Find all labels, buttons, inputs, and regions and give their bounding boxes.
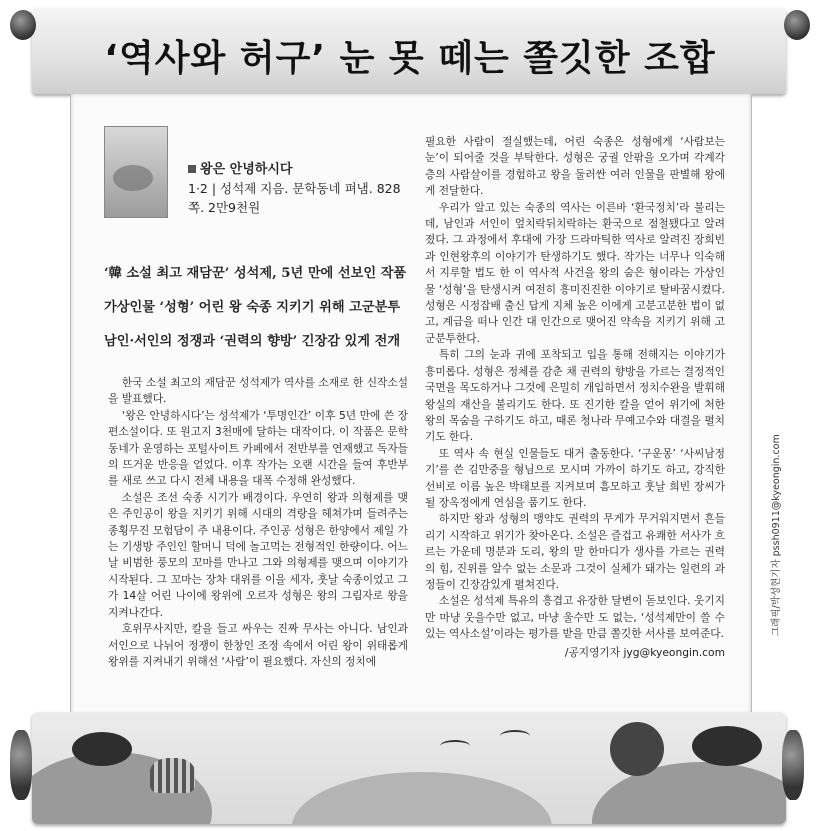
crane-illustration	[500, 730, 530, 742]
paragraph: 또 역사 속 현실 인물들도 대거 출동한다. ‘구운몽’ ‘사씨남정기’를 쓴 김만중을 형님으로 모시며 가까이 하기도 하고, 강직한 선비로 이름 높은 박태보를 지켜보며 흠모하고 훗날 희빈 장씨가 될 장옥정에게 연심을 품기도 한다.	[425, 446, 725, 509]
hill-shape	[292, 772, 552, 824]
paragraph: 필요한 사람이 절실했는데, 어린 숙종은 성형에게 ‘사람보는 눈’이 되어줄 것을 부탁한다. 성형은 궁궐 안팎을 오가며 각계각층의 사람살이를 경험하고 왕을 둘러싼 여러 인물을 판별해 왕에게 전달한다.	[425, 135, 725, 198]
graphic-credit: 그래픽/박성현기자 pssh0911@kyeongin.com	[771, 434, 782, 636]
book-title	[188, 160, 403, 179]
byline: /공지영기자 jyg@kyeongin.com	[564, 645, 725, 659]
paragraph: ‘왕은 안녕하시다’는 성석제가 ‘투명인간’ 이후 5년 만에 쓴 장편소설이다. 또 원고지 3천매에 달하는 대작이다. 이 작품은 문학동네가 운영하는 포털사이트 카페에서 전반부를 연재했고 독자들의 뜨거운 반응을 얻었다. 이후 작가는 오랜 시간을 들여 후반부를 새로 쓰고 다시 전체 내용을 대폭 수정해 완성했다.	[108, 408, 408, 488]
scroll-knob-bottom-right	[782, 730, 804, 800]
paragraph: 하지만 왕과 성형의 맹약도 권력의 무게가 무거워지면서 흔들리기 시작하고 위기가 찾아온다. 소설은 즐겁고 유쾌한 서사가 흐르는 가운데 명분과 도리, 왕의 말 한마디가 생사를 가르는 권력의 힘, 진위를 알수 없는 소문과 그것이 실체가 돼가는 일련의 과정들이 긴장감있게 펼쳐진다.	[425, 512, 725, 591]
book-title-text: 왕은 안녕하시다	[200, 162, 293, 177]
paragraph: 소설은 성석제 특유의 흥겹고 유장한 달변이 돋보인다. 웃기지만 마냥 웃을수만 없고, 마냥 울수만 도 없는, ‘성석제만이 쓸 수 있는 역사소설’이라는 평가를 받을 만큼 쫄깃한 서사를 보여준다.	[425, 594, 725, 641]
article-column-left	[108, 375, 408, 670]
paragraph: 특히 그의 눈과 귀에 포착되고 입을 통해 전해지는 이야기가 흥미롭다. 성형은 정체를 감춘 채 권력의 향방을 가르는 결정적인 국면을 목도하거나 그것에 은밀히 개입하면서 정치수완을 발휘해 왕실의 재산을 불리기도 한다. 또 진기한 칼을 얻어 위기에 처한 왕의 목숨을 구하기도 하고, 때론 청나라 무예고수와 대결을 펼치기도 한다.	[425, 348, 725, 444]
subhead-2: 가상인물 ‘성형’ 어린 왕 숙종 지키기 위해 고군분투	[104, 300, 401, 315]
sun-icon	[610, 722, 664, 776]
pine-tree	[72, 732, 132, 766]
article-column-right	[425, 134, 725, 661]
paragraph: 우리가 알고 있는 숙종의 역사는 이른바 ‘환국정치’라 불리는데, 남인과 서인이 엎치락뒤치락하는 환국으로 점철됐다고 알려졌다. 그 과정에서 후대에 가장 드라마틱한 역사로 알려진 장희빈과 인현왕후의 이야기가 탄생하기도 했다. 작가는 너무나 익숙해서 지루할 법도 한 이 역사적 사건을 왕의 숨은 형이라는 가상인물 ‘성형’을 탄생시켜 여전히 흥미진진한 이야기로 탈바꿈시켰다. 성형은 시정잡배 출신 답게 지체 높은 이에게 고분고분한 법이 없고, 계급을 떠나 인간 대 인간으로 맺어진 약속을 지키기 위해 고군분투한다.	[425, 200, 725, 345]
paragraph: 소설은 조선 숙종 시기가 배경이다. 우연히 왕과 의형제를 맺은 주인공이 왕을 지키기 위해 시대의 격랑을 헤쳐가며 들려주는 종횡무진 모험담이 주 내용이다. 주인공 성형은 한양에서 제일 가는 기생방 주인인 할머니 덕에 놀고먹는 전형적인 한량이다. 어느 날 비범한 풍모의 꼬마를 만나고 그와 의형제를 맺으며 이야기가 시작된다. 그 꼬마는 장차 대위를 이을 세자, 훗날 숙종이었고 그가 14살 어린 나이에 왕위에 오르자 성형은 왕의 그림자로 왕을 지켜나간다.	[108, 490, 408, 619]
book-details: 1·2 | 성석제 지음. 문학동네 펴냄. 828쪽. 2만9천원	[188, 181, 401, 215]
paragraph: 호위무사지만, 칼을 들고 싸우는 진짜 무사는 아니다. 남인과 서인으로 나뉘어 정쟁이 한창인 조정 속에서 어린 왕이 위태롭게 왕위를 지켜내기 위해선 ‘사람’이 필요했다. 자신의 정치에	[108, 622, 408, 668]
headline: ‘역사와 허구’ 눈 못 떼는 쫄깃한 조합	[104, 38, 716, 79]
tiger-illustration	[150, 758, 195, 793]
crane-illustration	[440, 740, 470, 752]
scroll-knob-bottom-left	[10, 730, 32, 800]
book-info	[188, 160, 403, 217]
paragraph: 한국 소설 최고의 재담꾼 성석제가 역사를 소재로 한 신작소설을 발표했다.	[108, 376, 408, 406]
book-cover-image	[104, 126, 168, 218]
subhead-3: 남인·서인의 정쟁과 ‘권력의 향방’ 긴장감 있게 전개	[104, 334, 401, 349]
pine-tree	[692, 726, 762, 766]
scroll-bottom-illustration	[32, 712, 786, 824]
subhead-1: ‘韓 소설 최고 재담꾼’ 성석제, 5년 만에 선보인 작품	[104, 266, 407, 281]
